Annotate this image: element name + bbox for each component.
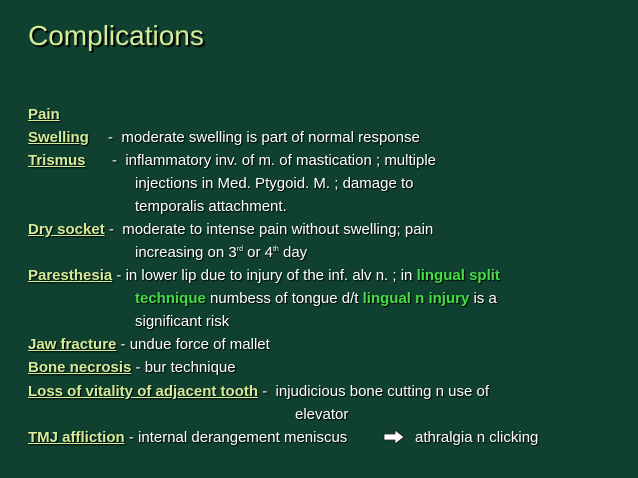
loss-vitality-desc-line-2: elevator xyxy=(295,406,349,423)
right-arrow-icon xyxy=(383,430,405,444)
dry-socket-desc-1: moderate to intense pain without swelling; pain xyxy=(122,221,434,238)
pain-term: Pain xyxy=(28,106,60,123)
paresthesia-line: Paresthesia - in lower lip due to injury of the inf. alv n. ; in lingual split xyxy=(28,267,500,284)
paresthesia-desc-2b: is a xyxy=(469,290,497,307)
trismus-desc-1: inflammatory inv. of m. of mastication ; multiple xyxy=(125,152,437,169)
tmj-desc-1: internal derangement meniscus xyxy=(138,429,348,446)
tmj-line: TMJ affliction - internal derangement meniscus xyxy=(28,429,348,446)
swelling-term: Swelling xyxy=(28,129,89,146)
dry-socket-desc-line-2 xyxy=(135,244,307,261)
swelling-line xyxy=(28,129,89,146)
swelling-sep: - xyxy=(108,129,122,146)
swelling-desc-line xyxy=(108,129,420,146)
trismus-desc-line-3: temporalis attachment. xyxy=(135,198,287,215)
dry-socket-line: Dry socket - moderate to intense pain without swelling; pain xyxy=(28,221,434,238)
trismus-term: Trismus xyxy=(28,152,86,169)
tmj-term: TMJ affliction xyxy=(28,429,125,446)
dry-socket-sup-2: th xyxy=(272,246,279,253)
paresthesia-term: Paresthesia xyxy=(28,267,113,284)
tmj-arrow-wrap xyxy=(383,429,405,446)
jaw-fracture-desc: undue force of mallet xyxy=(129,336,270,353)
loss-vitality-line: Loss of vitality of adjacent tooth - injudicious bone cutting n use of xyxy=(28,383,490,400)
dry-socket-desc-2a: increasing on 3 xyxy=(135,244,237,261)
paresthesia-highlight-3: lingual n injury xyxy=(362,290,470,307)
bone-necrosis-line: Bone necrosis - bur technique xyxy=(28,359,236,376)
bone-necrosis-desc: bur technique xyxy=(144,359,236,376)
paresthesia-desc-line-2 xyxy=(135,290,497,307)
paresthesia-highlight-1: lingual split xyxy=(416,267,500,284)
dry-socket-sup-1: rd xyxy=(236,246,243,253)
swelling-desc: moderate swelling is part of normal response xyxy=(121,129,420,146)
bone-necrosis-term: Bone necrosis xyxy=(28,359,132,376)
dry-socket-term: Dry socket xyxy=(28,221,105,238)
jaw-fracture-term: Jaw fracture xyxy=(28,336,117,353)
tmj-desc-line-2: athralgia n clicking xyxy=(415,429,539,446)
jaw-fracture-line: Jaw fracture - undue force of mallet xyxy=(28,336,270,353)
paresthesia-desc-2a: numbess of tongue d/t xyxy=(205,290,363,307)
paresthesia-desc-line-3: significant risk xyxy=(135,313,230,330)
slide-title: Complications xyxy=(28,20,204,51)
dry-socket-desc-2b: or 4 xyxy=(242,244,273,261)
paresthesia-highlight-2: technique xyxy=(135,290,206,307)
pain-line xyxy=(28,106,60,123)
trismus-desc-line-1 xyxy=(112,152,436,169)
trismus-desc-line-2: injections in Med. Ptygoid. M. ; damage to xyxy=(135,175,414,192)
paresthesia-desc-1: in lower lip due to injury of the inf. alv n. ; in xyxy=(125,267,417,284)
dry-socket-desc-2c: day xyxy=(278,244,308,261)
loss-vitality-desc-1: injudicious bone cutting n use of xyxy=(275,383,490,400)
trismus-line xyxy=(28,152,86,169)
loss-vitality-term: Loss of vitality of adjacent tooth xyxy=(28,383,259,400)
trismus-sep: - xyxy=(112,152,126,169)
